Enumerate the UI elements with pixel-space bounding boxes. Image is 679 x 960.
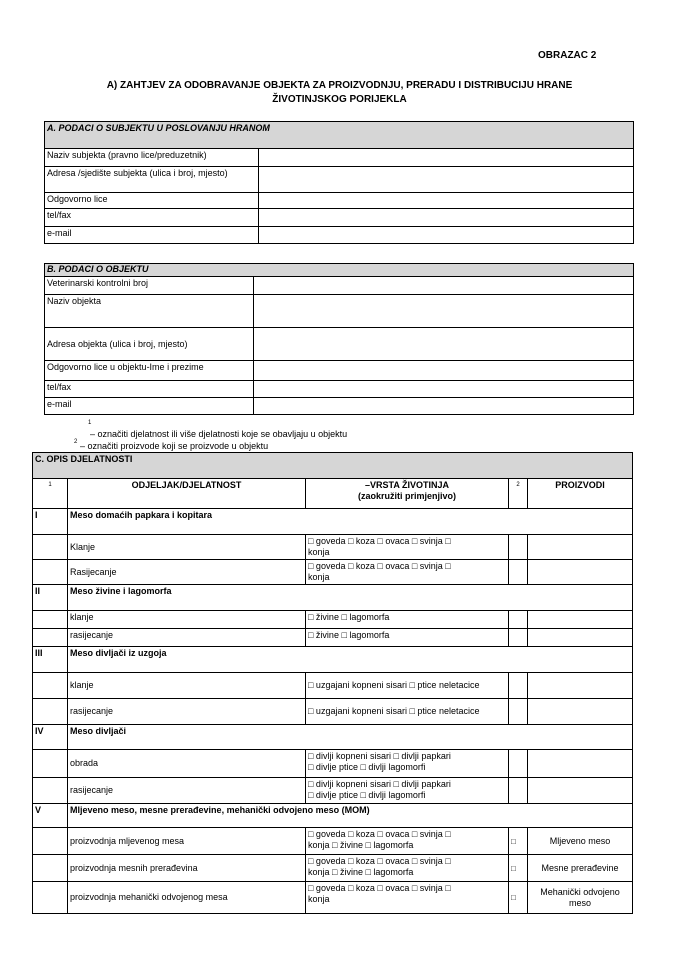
product-cell: Mljeveno meso	[528, 828, 633, 855]
group-number: I	[33, 509, 68, 535]
activity-label: klanje	[68, 611, 306, 629]
mark-cell[interactable]	[33, 778, 68, 804]
group-number: III	[33, 647, 68, 673]
product-checkbox[interactable]	[509, 699, 528, 725]
mark-cell[interactable]	[33, 699, 68, 725]
species-options[interactable]: □ živine □ lagomorfa	[306, 611, 509, 629]
col-activity-header: ODJELJAK/DJELATNOST	[68, 479, 306, 509]
col-species-header: –VRSTA ŽIVOTINJA (zaokružiti primjenjivo)	[306, 479, 509, 509]
object-name-field[interactable]	[254, 295, 634, 328]
group-title: Meso živine i lagomorfa	[68, 585, 633, 611]
group-number: V	[33, 804, 68, 828]
group-number: II	[33, 585, 68, 611]
product-checkbox[interactable]: □	[509, 882, 528, 914]
activity-label: proizvodnja mesnih prerađevina	[68, 855, 306, 882]
responsible-person-label: Odgovorno lice	[45, 193, 259, 209]
species-options[interactable]: □ goveda □ koza □ ovaca □ svinja □ konja □ živine □ lagomorfa	[306, 828, 509, 855]
responsible-person-field[interactable]	[259, 193, 634, 209]
section-a-table	[44, 121, 634, 244]
object-address-label: Adresa objekta (ulica i broj, mjesto)	[45, 328, 254, 361]
species-options[interactable]: □ goveda □ koza □ ovaca □ svinja □ konja	[306, 560, 509, 585]
product-cell	[528, 673, 633, 699]
product-cell: Mehanički odvojeno meso	[528, 882, 633, 914]
product-cell	[528, 699, 633, 725]
product-checkbox[interactable]	[509, 629, 528, 647]
activity-label: rasijecanje	[68, 699, 306, 725]
product-checkbox[interactable]	[509, 778, 528, 804]
vet-control-number-label: Veterinarski kontrolni broj	[45, 277, 254, 295]
product-cell	[528, 611, 633, 629]
object-tel-fax-label: tel/fax	[45, 381, 254, 398]
tel-fax-label: tel/fax	[45, 209, 259, 227]
activity-label: rasijecanje	[68, 778, 306, 804]
species-options[interactable]: □ živine □ lagomorfa	[306, 629, 509, 647]
product-cell: Mesne prerađevine	[528, 855, 633, 882]
subject-name-label: Naziv subjekta (pravno lice/preduzetnik)	[45, 149, 259, 167]
object-tel-fax-field[interactable]	[254, 381, 634, 398]
product-cell	[528, 778, 633, 804]
mark-cell[interactable]	[33, 673, 68, 699]
product-cell	[528, 750, 633, 778]
email-label: e-mail	[45, 227, 259, 244]
species-options[interactable]: □ divlji kopneni sisari □ divlji papkari □ divlje ptice □ divlji lagomorfi	[306, 778, 509, 804]
activity-label: rasijecanje	[68, 629, 306, 647]
section-a-heading: A. PODACI O SUBJEKTU U POSLOVANJU HRANOM	[45, 122, 634, 149]
product-checkbox[interactable]	[509, 750, 528, 778]
footnote-1-text: – označiti djelatnost ili više djelatnosti koje se obavljaju u objektu	[90, 429, 348, 439]
group-number: IV	[33, 725, 68, 750]
section-c-heading: C. OPIS DJELATNOSTI	[33, 453, 633, 479]
mark-cell[interactable]	[33, 750, 68, 778]
tel-fax-field[interactable]	[259, 209, 634, 227]
subject-address-field[interactable]	[259, 167, 634, 193]
product-checkbox[interactable]: □	[509, 855, 528, 882]
group-title: Mljeveno meso, mesne prerađevine, mehanički odvojeno meso (MOM)	[68, 804, 633, 828]
vet-control-number-field[interactable]	[254, 277, 634, 295]
footnote-2-text: – označiti proizvode koji se proizvode u objektu	[80, 441, 269, 451]
object-email-label: e-mail	[45, 398, 254, 415]
group-title: Meso domaćih papkara i kopitara	[68, 509, 633, 535]
product-checkbox[interactable]	[509, 560, 528, 585]
object-name-label: Naziv objekta	[45, 295, 254, 328]
col-mark-2: 2	[509, 479, 528, 509]
group-title: Meso divljači	[68, 725, 633, 750]
form-code: OBRAZAC 2	[538, 50, 597, 61]
col-products-header: PROIZVODI	[528, 479, 633, 509]
activity-label: Rasijecanje	[68, 560, 306, 585]
species-options[interactable]: □ uzgajani kopneni sisari □ ptice neletacice	[306, 673, 509, 699]
mark-cell[interactable]	[33, 560, 68, 585]
species-options[interactable]: □ goveda □ koza □ ovaca □ svinja □ konja	[306, 882, 509, 914]
object-email-field[interactable]	[254, 398, 634, 415]
product-checkbox[interactable]	[509, 673, 528, 699]
mark-cell[interactable]	[33, 535, 68, 560]
mark-cell[interactable]	[33, 611, 68, 629]
form-title-line2: ŽIVOTINJSKOG PORIJEKLA	[272, 94, 407, 105]
species-options[interactable]: □ uzgajani kopneni sisari □ ptice neletacice	[306, 699, 509, 725]
product-checkbox[interactable]	[509, 611, 528, 629]
group-title: Meso divljači iz uzgoja	[68, 647, 633, 673]
mark-cell[interactable]	[33, 882, 68, 914]
product-cell	[528, 535, 633, 560]
activity-label: proizvodnja mljevenog mesa	[68, 828, 306, 855]
species-options[interactable]: □ divlji kopneni sisari □ divlji papkari □ divlje ptice □ divlji lagomorfi	[306, 750, 509, 778]
object-address-field[interactable]	[254, 328, 634, 361]
product-checkbox[interactable]	[509, 535, 528, 560]
col-mark-1: 1	[33, 479, 68, 509]
product-cell	[528, 560, 633, 585]
object-responsible-label: Odgovorno lice u objektu-Ime i prezime	[45, 361, 254, 381]
mark-cell[interactable]	[33, 828, 68, 855]
activity-label: Klanje	[68, 535, 306, 560]
object-responsible-field[interactable]	[254, 361, 634, 381]
footnote-1-mark: 1	[88, 420, 92, 426]
mark-cell[interactable]	[33, 855, 68, 882]
product-cell	[528, 629, 633, 647]
product-checkbox[interactable]: □	[509, 828, 528, 855]
section-c-table	[32, 452, 633, 914]
activity-label: obrada	[68, 750, 306, 778]
subject-name-field[interactable]	[259, 149, 634, 167]
activity-label: klanje	[68, 673, 306, 699]
species-options[interactable]: □ goveda □ koza □ ovaca □ svinja □ konja	[306, 535, 509, 560]
section-b-table	[44, 263, 634, 415]
species-options[interactable]: □ goveda □ koza □ ovaca □ svinja □ konja □ živine □ lagomorfa	[306, 855, 509, 882]
footnote-2-mark: 2	[74, 439, 78, 445]
subject-address-label: Adresa /sjedište subjekta (ulica i broj, mjesto)	[45, 167, 259, 193]
activity-label: proizvodnja mehanički odvojenog mesa	[68, 882, 306, 914]
section-b-heading: B. PODACI O OBJEKTU	[45, 264, 634, 277]
mark-cell[interactable]	[33, 629, 68, 647]
email-field[interactable]	[259, 227, 634, 244]
form-title-line1: A) ZAHTJEV ZA ODOBRAVANJE OBJEKTA ZA PROIZVODNJU, PRERADU I DISTRIBUCIJU HRANE	[106, 80, 573, 91]
